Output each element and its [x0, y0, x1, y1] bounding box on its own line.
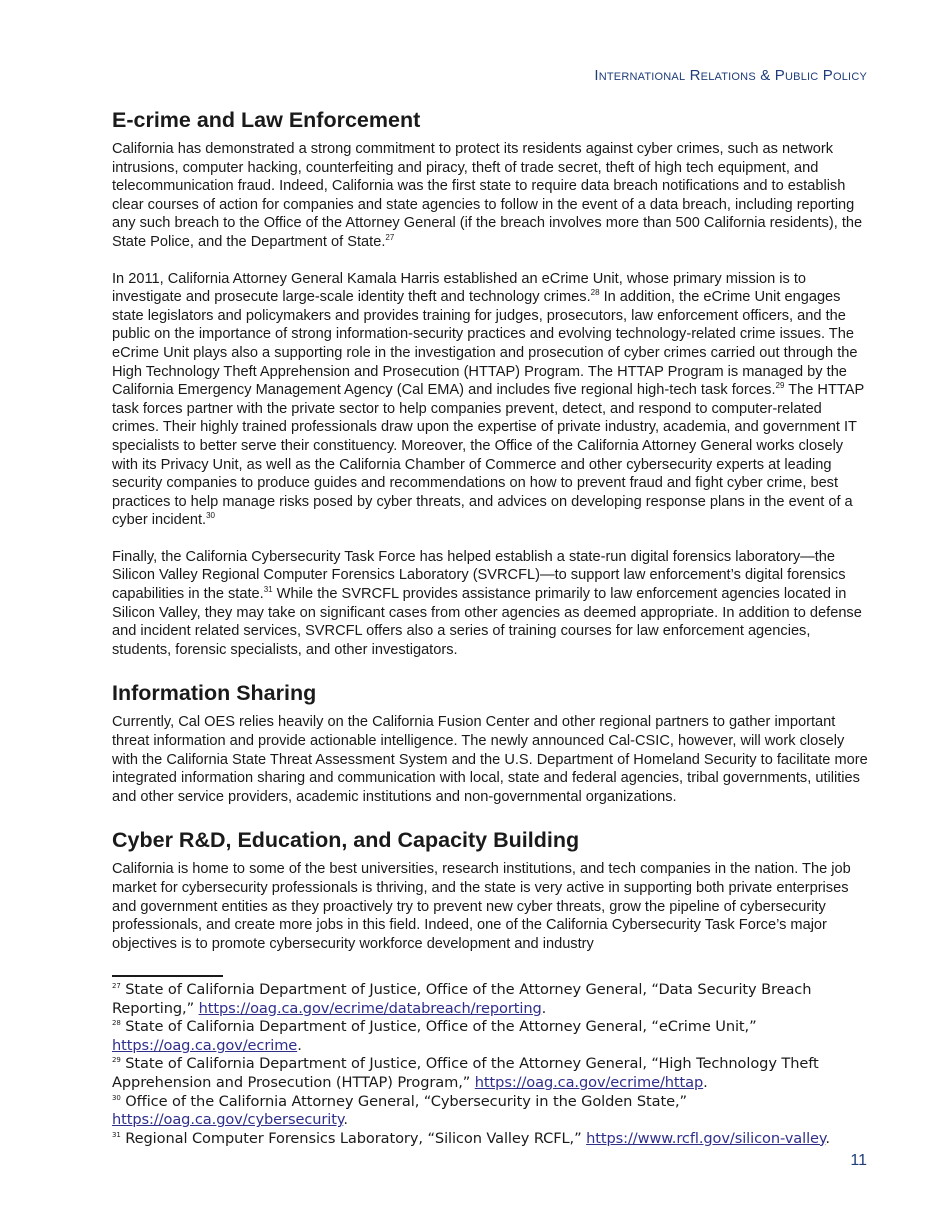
running-header-title: International Relations & Public Policy	[594, 67, 867, 84]
paragraph-text: Finally, the California Cybersecurity Task Force has helped establish a state-run digital forensics laboratory—the Silicon Valley Regional Computer Forensics Laboratory (SVRCFL)—to support law enforcement’s digital forensics capabilities in the state.	[112, 548, 846, 603]
section-heading-cyber-rnd: Cyber R&D, Education, and Capacity Building	[112, 828, 580, 853]
section-cyber-rnd	[112, 826, 868, 953]
section-ecrime	[112, 106, 868, 659]
footnote-ref-30[interactable]: 30	[206, 511, 216, 521]
footnote-ref-28[interactable]: 28	[590, 288, 600, 298]
footnote-number: 28	[112, 1019, 121, 1028]
paragraph-ecrime-1	[112, 140, 868, 252]
footnote-link[interactable]: https://oag.ca.gov/ecrime/httap	[474, 1073, 704, 1091]
paragraph-text: California has demonstrated a strong commitment to protect its residents against cyber crimes, such as network intrusions, computer hacking, counterfeiting and piracy, theft of trade secret, theft of high tech equipment, and telecommunication fraud. Indeed, California was the first state to require data breach notifications and to establish clear courses of action for companies and state agencies to follow in the event of a data breach, including reporting any such breach to the Office of the Attorney General (if the breach involves more than 500 California residents), the State Police, and the Department of State.	[112, 141, 863, 250]
section-information-sharing	[112, 679, 868, 806]
footnotes	[112, 981, 852, 1148]
footnote-text: State of California Department of Justice, Office of the Attorney General, “Data Security Breach Reporting,”	[112, 981, 812, 1017]
footnote-link[interactable]: https://www.rcfl.gov/silicon-valley	[586, 1129, 826, 1147]
footnote-28	[112, 1018, 852, 1055]
footnote-29	[112, 1055, 852, 1092]
footnote-text: State of California Department of Justice, Office of the Attorney General, “eCrime Unit,”	[120, 1018, 757, 1036]
footnote-ref-29[interactable]: 29	[775, 381, 785, 391]
footnote-number: 27	[112, 982, 121, 991]
page-number: 11	[850, 1152, 867, 1169]
footnote-text: Office of the California Attorney General, “Cybersecurity in the Golden State,”	[120, 1092, 687, 1110]
paragraph-ecrime-3	[112, 548, 868, 660]
footnote-end: .	[825, 1129, 830, 1147]
paragraph-text: The HTTAP task forces partner with the private sector to help companies prevent, detect, and respond to computer-related crimes. Their highly trained professionals draw upon the expertise of private industry, academia, and government IT specialists to better serve their constituency. Moreover, the Office of the California Attorney General works closely with its Privacy Unit, as well as the California Chamber of Commerce and other cybersecurity experts at leading security companies to produce guides and recommendations on how to prevent fraud and fight cyber crime, best practices to help manage risks posed by cyber threats, and advices on developing response plans in the event of a cyber incident.	[112, 382, 864, 529]
footnote-number: 30	[112, 1093, 121, 1102]
paragraph-sharing-1: Currently, Cal OES relies heavily on the California Fusion Center and other regional partners to gather important threat information and provide actionable intelligence. The newly announced Cal-CSIC, however, will work closely with the California State Threat Assessment System and the U.S. Department of Homeland Security to facilitate more integrated information sharing and communication with local, state and federal agencies, tribal governments, utilities and other service providers, academic institutions and non-governmental organizations.	[112, 714, 868, 805]
page-body	[112, 106, 868, 953]
footnote-link[interactable]: https://oag.ca.gov/cybersecurity	[112, 1111, 344, 1129]
footnote-link[interactable]: https://oag.ca.gov/ecrime/databreach/reporting	[198, 999, 542, 1017]
paragraph-ecrime-2	[112, 270, 868, 530]
section-heading-information-sharing: Information Sharing	[112, 681, 317, 706]
paragraph-text: In addition, the eCrime Unit engages state legislators and policymakers and provides training for judges, prosecutors, law enforcement officers, and the public on the importance of strong information-security practices and evolving technology-related crime issues. The eCrime Unit plays also a supporting role in the investigation and prosecution of cyber crimes carried out through the High Technology Theft Apprehension and Prosecution (HTTAP) Program. The HTTAP Program is managed by the California Emergency Management Agency (Cal EMA) and includes five regional high-tech task forces.	[112, 289, 858, 399]
footnote-end: .	[541, 999, 547, 1017]
footnote-27	[112, 981, 852, 1018]
paragraph-text: While the SVRCFL provides assistance primarily to law enforcement agencies located in Silicon Valley, they may take on significant cases from other agencies as deemed appropriate. In addition to defense and incident related services, SVRCFL offers also a series of training courses for law enforcement agencies, students, forensic specialists, and other investigators.	[112, 586, 862, 658]
section-heading-ecrime: E-crime and Law Enforcement	[112, 108, 421, 132]
footnote-31	[112, 1130, 852, 1149]
paragraph-rnd-1: California is home to some of the best universities, research institutions, and tech companies in the nation. The job market for cybersecurity professionals is thriving, and the state is very active in supporting both private enterprises and government entities as they proactively try to prevent new cyber threats, grow the pipeline of cybersecurity professionals, and create more jobs in this field. Indeed, one of the California Cybersecurity Task Force’s major objectives is to promote cybersecurity workforce development and industry	[112, 861, 851, 952]
footnote-end: .	[343, 1111, 348, 1129]
footnote-end: .	[297, 1036, 302, 1054]
footnote-link[interactable]: https://oag.ca.gov/ecrime	[112, 1036, 298, 1054]
footnote-number: 29	[112, 1056, 121, 1065]
footnote-end: .	[703, 1073, 708, 1091]
paragraph-text: In 2011, California Attorney General Kamala Harris established an eCrime Unit, whose primary mission is to investigate and prosecute large-scale identity theft and technology crimes.	[112, 270, 807, 306]
footnote-ref-27[interactable]: 27	[385, 233, 395, 243]
footnote-text: Regional Computer Forensics Laboratory, “Silicon Valley RCFL,”	[120, 1129, 587, 1147]
running-header	[594, 67, 867, 84]
footnote-number: 31	[112, 1130, 121, 1139]
footnote-text: State of California Department of Justice, Office of the Attorney General, “High Technology Theft Apprehension and Prosecution (HTTAP) Program,”	[112, 1055, 819, 1091]
footnote-ref-31[interactable]: 31	[263, 585, 273, 595]
footnote-30	[112, 1093, 852, 1130]
footnote-divider	[112, 975, 223, 977]
